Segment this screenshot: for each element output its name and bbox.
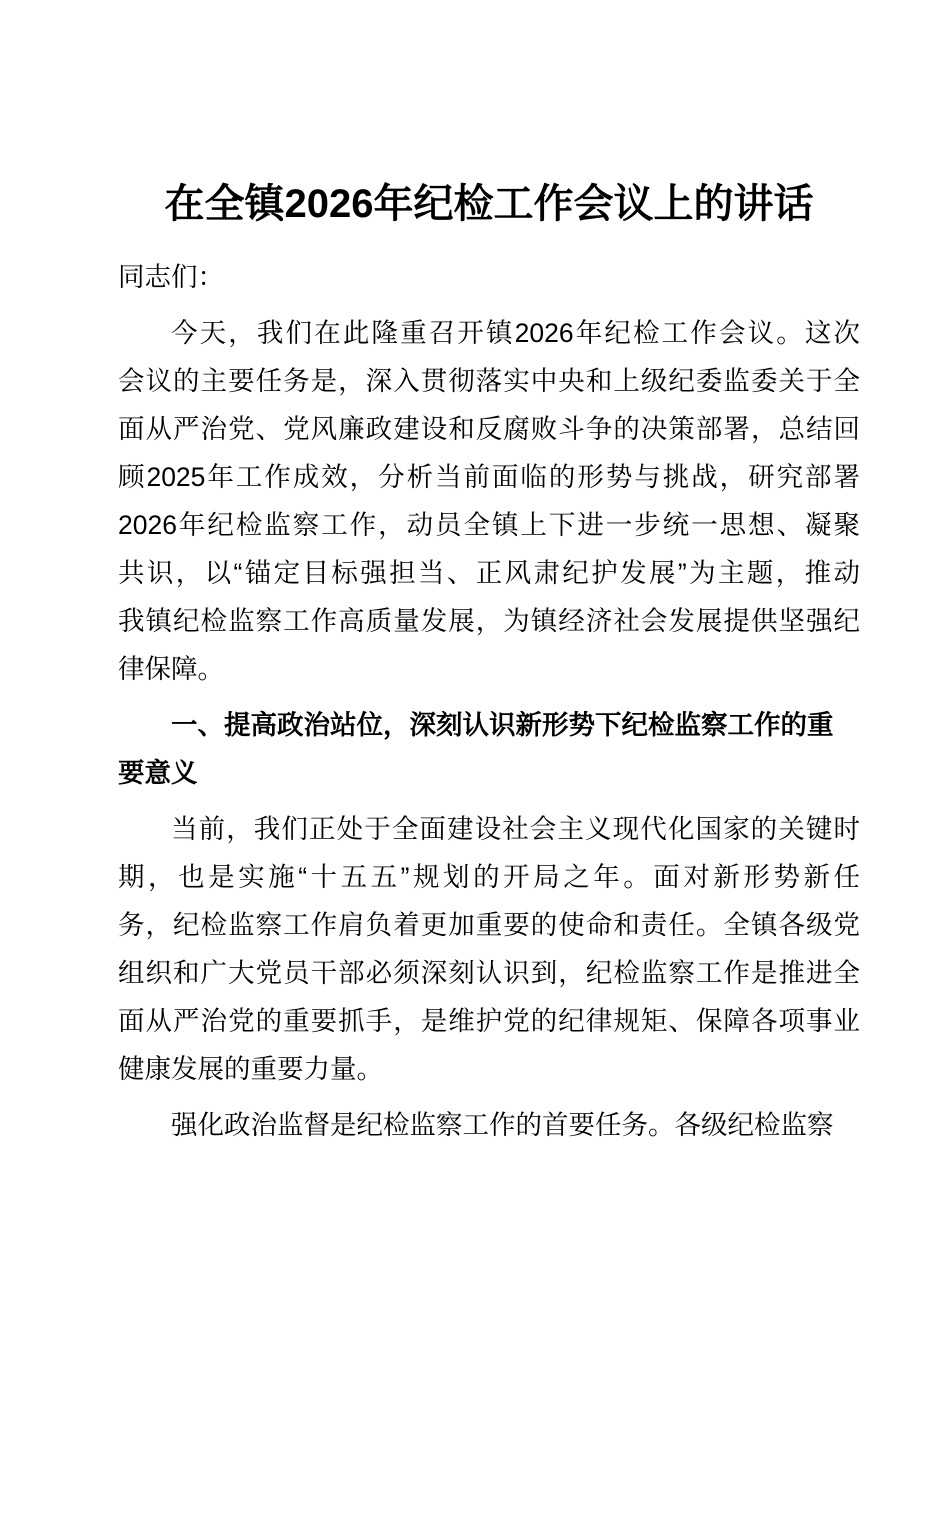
- text-line: 同志们：: [118, 262, 224, 292]
- text-line: 务，纪检监察工作肩负着更加重要的使命和责任。全镇各级党: [118, 910, 860, 940]
- text-line: 律保障。: [118, 654, 224, 684]
- text-line: 共识，以“锚定目标强担当、正风肃纪护发展”为主题，推动: [118, 558, 860, 588]
- text-line: 2026年纪检监察工作，动员全镇上下进一步统一思想、凝聚: [118, 510, 860, 540]
- paragraph-section-body: [118, 805, 860, 1093]
- paragraph-partial: [118, 1101, 860, 1149]
- document-title: 在全镇2026年纪检工作会议上的讲话: [164, 182, 814, 226]
- text-line: 要意义: [118, 758, 198, 788]
- text-line: 强化政治监督是纪检监察工作的首要任务。各级纪检监察: [171, 1110, 834, 1140]
- text-line: 会议的主要任务是，深入贯彻落实中央和上级纪委监委关于全: [118, 366, 860, 396]
- text-line: 组织和广大党员干部必须深刻认识到，纪检监察工作是推进全: [118, 958, 860, 988]
- document-content: [118, 176, 860, 1149]
- section-heading: [118, 701, 860, 797]
- text-line: 我镇纪检监察工作高质量发展，为镇经济社会发展提供坚强纪: [118, 606, 860, 636]
- text-line: 面从严治党、党风廉政建设和反腐败斗争的决策部署，总结回: [118, 414, 860, 444]
- text-line: 健康发展的重要力量。: [118, 1054, 383, 1084]
- text-line: 面从严治党的重要抓手，是维护党的纪律规矩、保障各项事业: [118, 1006, 860, 1036]
- text-line: 当前，我们正处于全面建设社会主义现代化国家的关键时: [171, 814, 860, 844]
- text-line: 一、提高政治站位，深刻认识新形势下纪检监察工作的重: [171, 710, 834, 740]
- text-line: 今天，我们在此隆重召开镇2026年纪检工作会议。这次: [171, 318, 860, 348]
- text-line: 顾2025年工作成效，分析当前面临的形势与挑战，研究部署: [118, 462, 860, 492]
- paragraph-salutation: [118, 253, 860, 301]
- text-line: 期，也是实施“十五五”规划的开局之年。面对新形势新任: [118, 862, 860, 892]
- document-page: [0, 176, 950, 1520]
- paragraph-opening: [118, 309, 860, 693]
